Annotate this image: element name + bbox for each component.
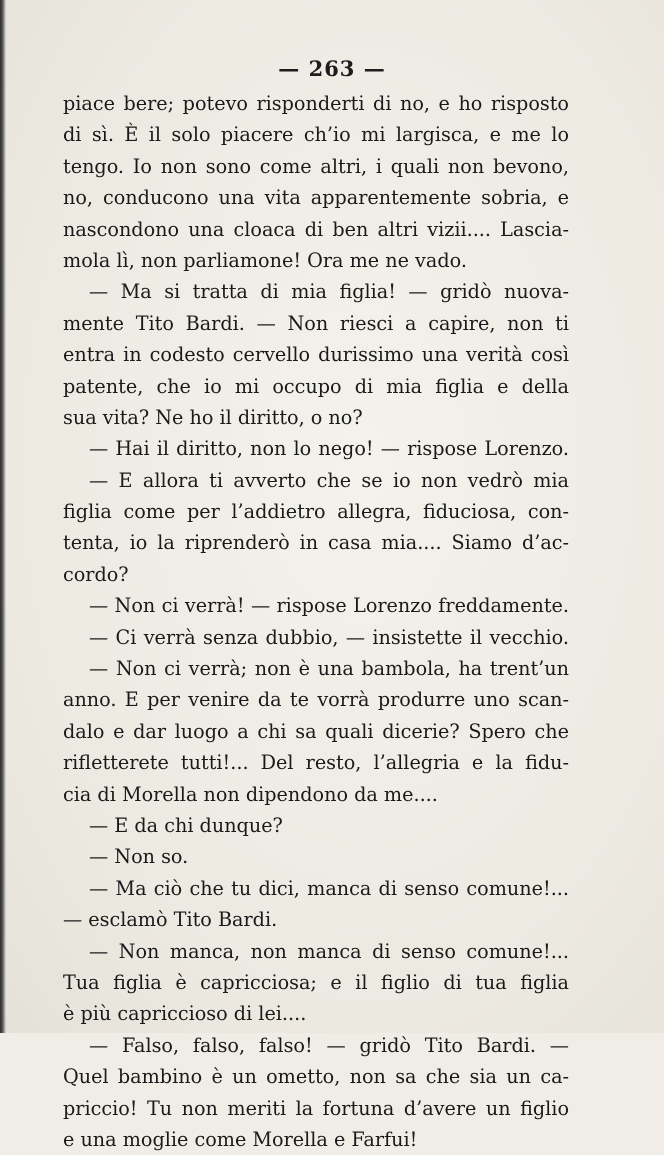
- text-line: piace bere; potevo risponderti di no, e ho risposto: [63, 92, 569, 115]
- text-line: mente Tito Bardi. — Non riesci a capire, non ti: [63, 311, 569, 335]
- body-text: [63, 88, 569, 1155]
- text-line: nascondono una cloaca di ben altri vizii.... Lascia-: [63, 217, 569, 241]
- text-line: — Falso, falso, falso! — gridò Tito Bardi. —: [89, 1033, 569, 1057]
- text-line: tengo. Io non sono come altri, i quali non bevono,: [63, 154, 569, 178]
- text-line: — Ci verrà senza dubbio, — insistette il vecchio.: [89, 625, 569, 649]
- text-line: — Non manca, non manca di senso comune!...: [89, 939, 569, 963]
- text-line: — Non ci verrà; non è una bambola, ha trent’un: [89, 657, 569, 681]
- text-line: tenta, io la riprenderò in casa mia.... Siamo d’ac-: [63, 531, 569, 555]
- text-line: rifletterete tutti!... Del resto, l’allegria e la fidu-: [63, 751, 569, 775]
- text-line: Quel bambino è un ometto, non sa che sia un ca-: [63, 1065, 569, 1089]
- text-line: sua vita? Ne ho il diritto, o no?: [63, 405, 363, 429]
- text-line: mola lì, non parliamone! Ora me ne vado.: [63, 248, 467, 272]
- text-line: dalo e dar luogo a chi sa quali dicerie? Spero che: [63, 719, 569, 743]
- text-line: figlia come per l’addietro allegra, fiduciosa, con-: [63, 500, 569, 524]
- text-line: e una moglie come Morella e Farfui!: [63, 1127, 418, 1151]
- text-line: entra in codesto cervello durissimo una verità così: [63, 343, 569, 367]
- text-line: di sì. È il solo piacere ch’io mi largisca, e me lo: [63, 123, 569, 147]
- text-line: patente, che io mi occupo di mia figlia e della: [63, 374, 569, 398]
- text-line: — E allora ti avverto che se io non vedrò mia: [89, 468, 569, 492]
- text-line: — E da chi dunque?: [89, 813, 283, 837]
- text-line: no, conducono una vita apparentemente sobria, e: [63, 186, 569, 210]
- text-line: — Non so.: [89, 845, 189, 869]
- text-line: cordo?: [63, 562, 129, 586]
- text-line: — Non ci verrà! — rispose Lorenzo freddamente.: [89, 594, 569, 618]
- text-line: — Hai il diritto, non lo nego! — rispose Lorenzo.: [89, 437, 569, 461]
- text-line: — Ma ciò che tu dici, manca di senso comune!...: [89, 876, 569, 900]
- text-line: — Ma si tratta di mia figlia! — gridò nuova-: [89, 280, 569, 304]
- text-line: priccio! Tu non meriti la fortuna d’avere un figlio: [63, 1096, 569, 1120]
- text-line: Tua figlia è capricciosa; e il figlio di tua figlia: [63, 970, 569, 994]
- page-number: — 263 —: [278, 56, 386, 81]
- binding-edge: [0, 0, 6, 1033]
- text-line: — esclamò Tito Bardi.: [63, 908, 278, 932]
- text-line: cia di Morella non dipendono da me....: [63, 782, 438, 806]
- text-line: è più capriccioso di lei....: [63, 1002, 307, 1026]
- text-line: anno. E per venire da te vorrà produrre uno scan-: [63, 688, 569, 712]
